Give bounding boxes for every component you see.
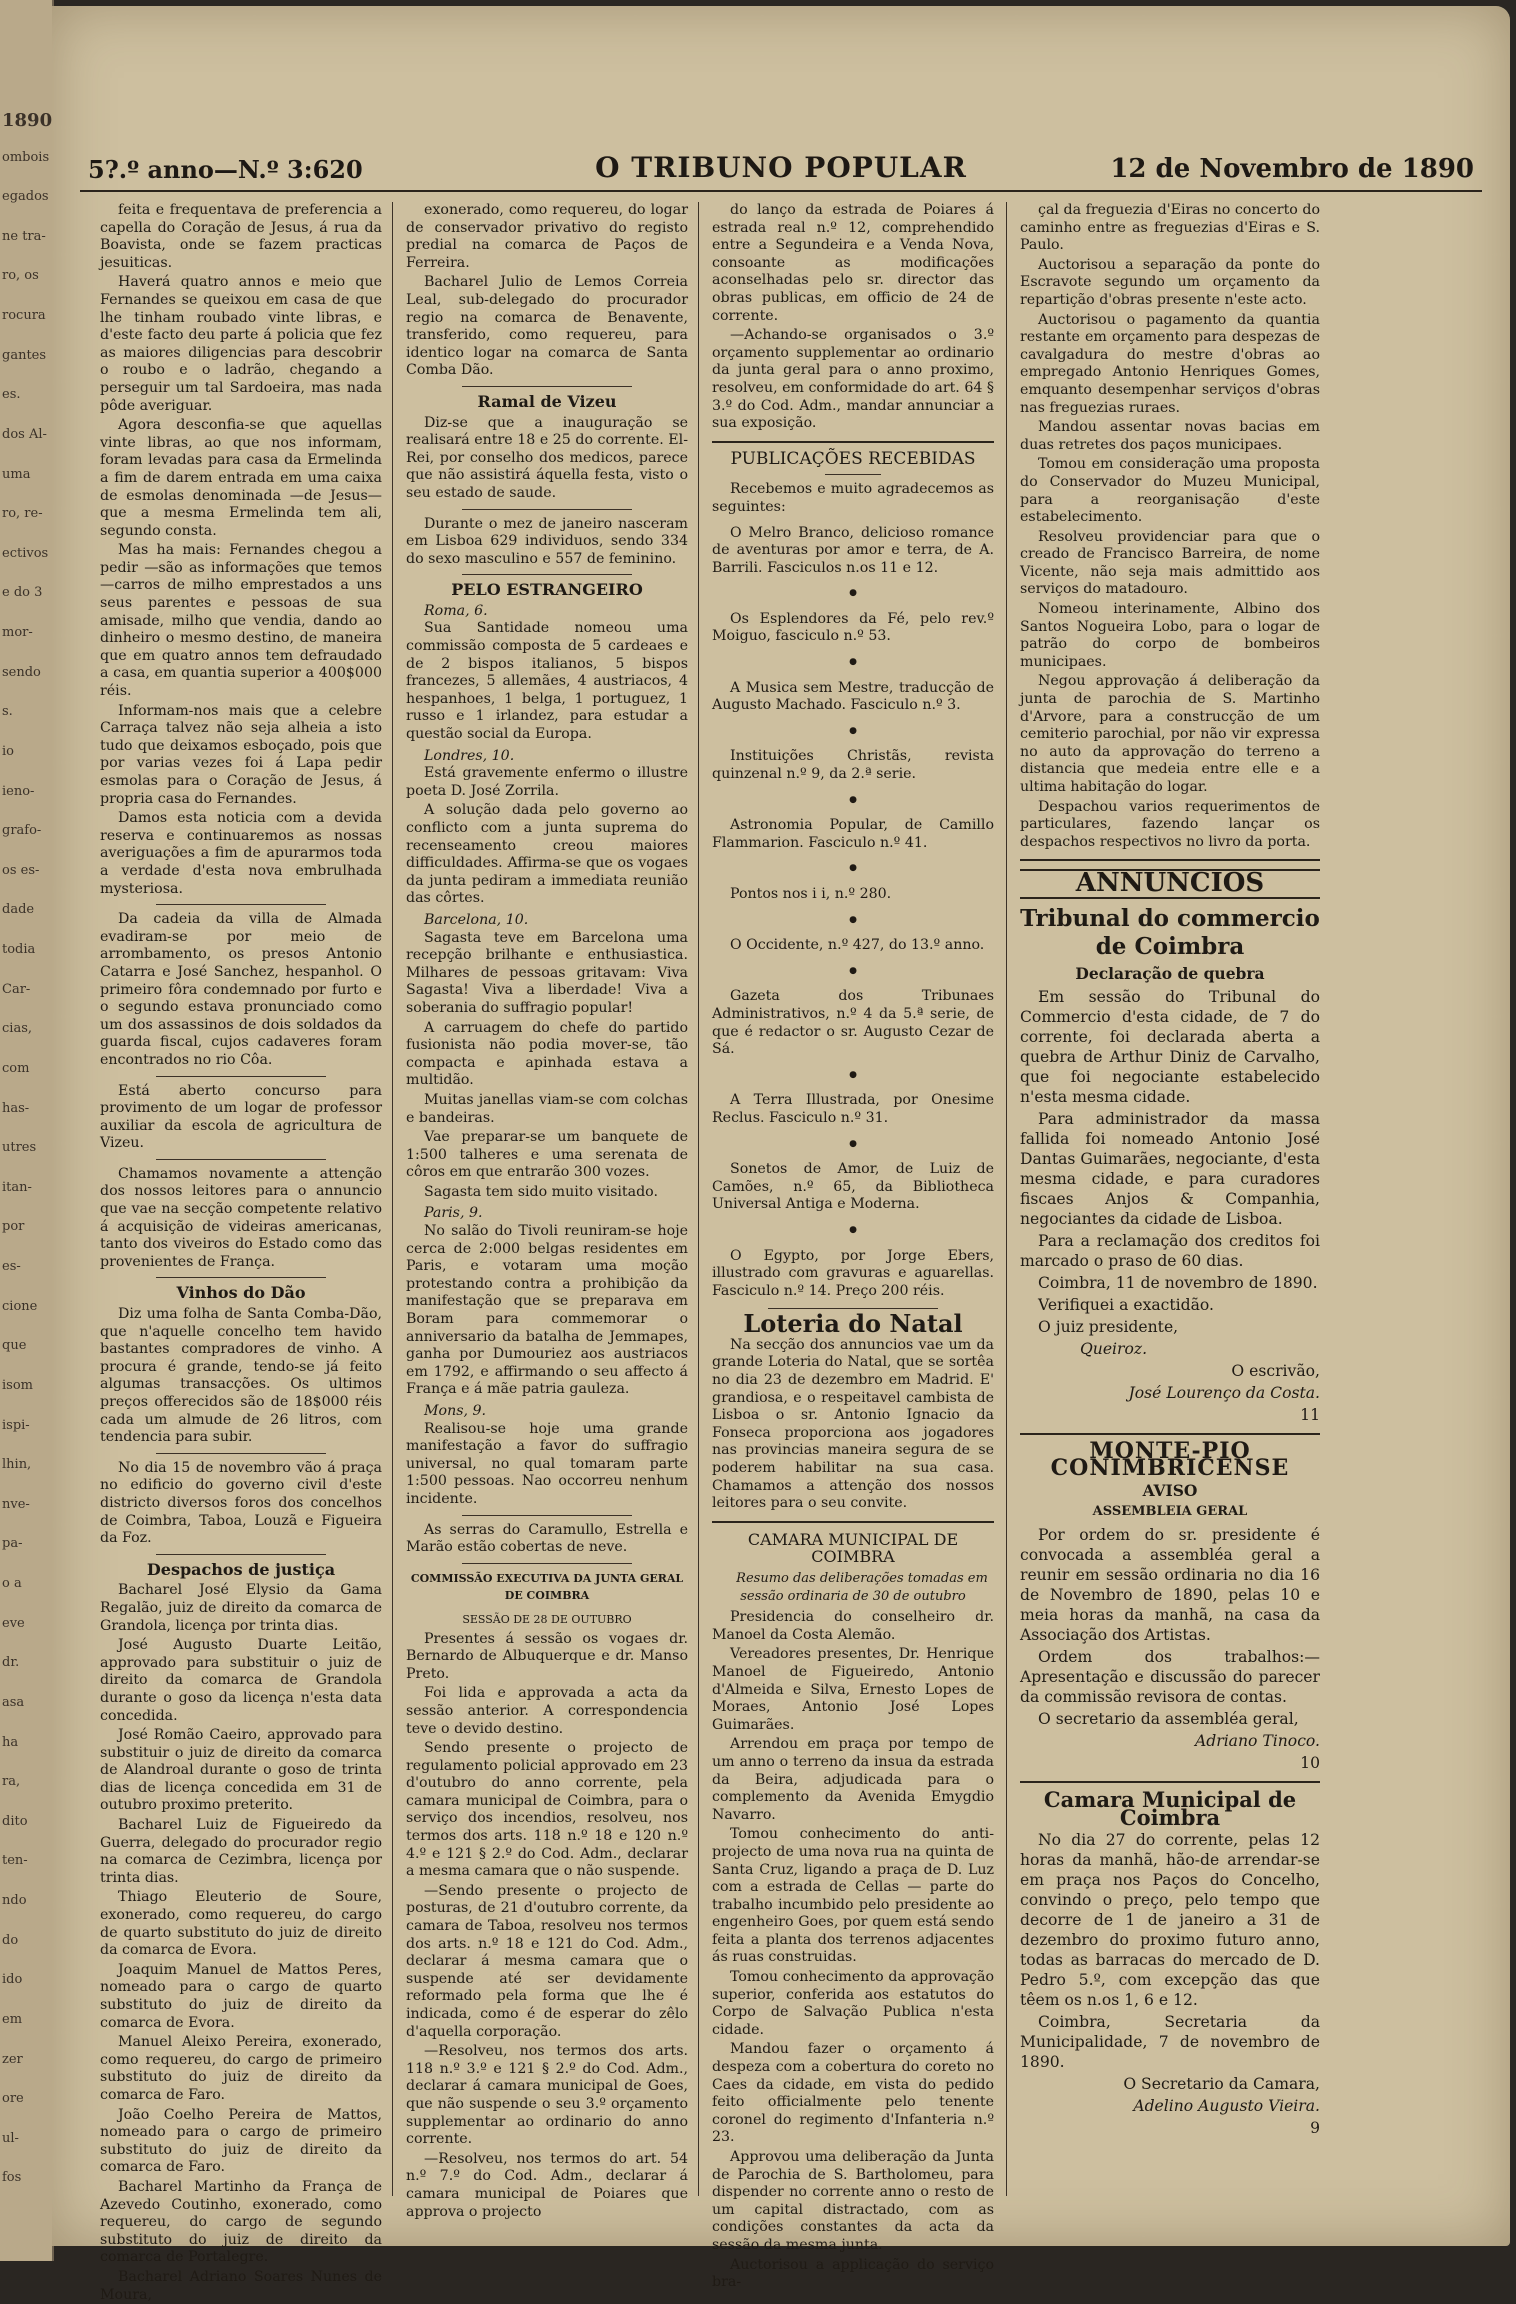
- previous-page-fragment: lhin,: [2, 1457, 32, 1473]
- paragraph: No dia 27 do corrente, pelas 12 horas da manhã, hão-de arrendar-se em praça nos Paços do Concelho, convindo o preço, pelo tempo que decorre de 1 de janeiro a 31 de dezembro do proximo futuro anno, todas as barracas do mercado de D. Pedro 5.º, com excepção das que têem os n.os 1, 6 e 12.: [1020, 1831, 1320, 2010]
- previous-page-fragment: ra,: [2, 1774, 21, 1790]
- paragraph: Arrendou em praça por tempo de um anno o terreno da insua da estrada da Beira, adjudicada para o complemento da Avenida Emygdio Navarro.: [712, 1736, 994, 1823]
- publication-item: Instituições Christãs, revista quinzenal n.º 9, da 2.ª serie.: [712, 748, 994, 783]
- publication-item: O Egypto, por Jorge Ebers, illustrado com gravuras e aguarellas. Fasciculo n.º 14. Preço 200 réis.: [712, 1247, 994, 1299]
- divider: [462, 1563, 631, 1564]
- signature: Adriano Tinoco.: [1195, 1731, 1320, 1750]
- paragraph: Bacharel Adriano Soares Nunes de Moura,: [100, 2268, 382, 2303]
- paragraph: Ordem dos trabalhos:—Apresentação e discussão do parecer da commissão revisora de contas.: [1020, 1647, 1320, 1706]
- paragraph: Bacharel Julio de Lemos Correia Leal, sub-delegado do procurador regio na comarca de Benavente, transferido, como requereu, para identico logar na comarca de Santa Comba Dão.: [406, 274, 688, 379]
- paragraph: Diz-se que a inauguração se realisará entre 18 e 25 do corrente. El-Rei, por conselho dos medicos, parece que não assistirá áquella festa, visto o seu estado de saude.: [406, 414, 688, 501]
- previous-page-fragment: ndo: [2, 1893, 27, 1909]
- previous-page-fragment: que: [2, 1338, 27, 1354]
- paragraph: Tomou em consideração uma proposta do Conservador do Muzeu Municipal, para a reorganisação d'este estabelecimento.: [1020, 456, 1320, 526]
- column-1: [100, 202, 382, 2303]
- previous-page-fragment: mor-: [2, 625, 33, 641]
- paragraph: Informam-nos mais que a celebre Carraça talvez não seja alheia a isto tudo que deixamos esboçado, pois que por varias vezes foi á Lapa pedir esmolas para o Coração de Jesus, á propria casa do Fernandes.: [100, 702, 382, 807]
- paragraph: José Romão Caeiro, approvado para substituir o juiz de direito da comarca de Alandroal durante o goso de trinta dias de licença concedida em 31 de outubro proximo preterito.: [100, 1727, 382, 1814]
- separator-dot: ●: [849, 588, 857, 599]
- previous-page-fragment: asa: [2, 1694, 25, 1710]
- paragraph: Verifiquei a exactidão.: [1038, 1295, 1215, 1314]
- annuncios-heading: ANNUNCIOS: [1075, 868, 1265, 899]
- previous-page-fragment: eve: [2, 1615, 25, 1631]
- previous-page-fragment: ha: [2, 1734, 19, 1750]
- paragraph: Sagasta tem sido muito visitado.: [424, 1183, 658, 1200]
- previous-page-fragment: ul-: [2, 2130, 19, 2146]
- previous-page-fragment: uma: [2, 466, 31, 482]
- paragraph: Bacharel José Elysio da Gama Regalão, juiz de direito da comarca de Grandola, licença por trinta dias.: [100, 1582, 382, 1634]
- previous-page-fragment: dade: [2, 902, 35, 918]
- previous-page-fragment: em: [2, 2011, 23, 2027]
- previous-page-fragment: ne tra-: [2, 228, 46, 244]
- paragraph: José Augusto Duarte Leitão, approvado para substituir o juiz de direito da comarca de Grandola durante o goso da licença n'esta data concedida.: [100, 1637, 382, 1724]
- divider: [156, 1277, 325, 1278]
- ad-number: 10: [1300, 1753, 1320, 1772]
- publication-item: A Musica sem Mestre, traducção de Augusto Machado. Fasciculo n.º 3.: [712, 679, 994, 714]
- divider: [462, 1515, 631, 1516]
- previous-page-fragment: egados: [2, 189, 49, 205]
- ad-aviso: AVISO: [1142, 1480, 1198, 1500]
- divider: [462, 386, 631, 387]
- section-heading-publicacoes: PUBLICAÇÕES RECEBIDAS: [730, 448, 976, 469]
- divider: [462, 509, 631, 510]
- paragraph: Coimbra, 11 de novembro de 1890.: [1038, 1273, 1318, 1292]
- section-heading-loteria: Loteria do Natal: [743, 1309, 963, 1339]
- paragraph: Recebemos e muito agradecemos as seguintes:: [712, 481, 994, 515]
- paragraph: Haverá quatro annos e meio que Fernandes se queixou em casa de que lhe tinham roubado vinte libras, e d'este facto deu parte á policia que fez as maiores diligencias para descobrir o roubo e o ladrão, chegando a perseguir um tal Sardoeira, mas nada pôde averiguar.: [100, 274, 382, 414]
- dateline: Paris, 9.: [424, 1205, 483, 1222]
- previous-page-fragment: cias,: [2, 1021, 32, 1037]
- divider: [712, 441, 994, 443]
- paragraph: O Secretario da Camara,: [1123, 2075, 1320, 2094]
- paragraph: Sagasta teve em Barcelona uma recepção brilhante e enthusiastica. Milhares de pessoas gritavam: Viva Sagasta! Viva a liberdade! Viva a soberania do suffragio popular!: [406, 929, 688, 1016]
- paragraph: Para administrador da massa fallida foi nomeado Antonio José Dantas Guimarães, negociante, d'esta mesma cidade, e para curadores fiscaes Anjos & Companhia, negociantes da cidade de Lisboa.: [1020, 1109, 1321, 1228]
- previous-page-fragment: nve-: [2, 1496, 30, 1512]
- publication-item: O Melro Branco, delicioso romance de aventuras por amor e terra, de A. Barrili. Fasciculos n.os 11 e 12.: [712, 524, 994, 576]
- previous-page-fragment: dos Al-: [2, 426, 47, 442]
- separator-dot: ●: [849, 863, 857, 874]
- previous-page-fragment: Car-: [2, 981, 31, 997]
- paragraph: No salão do Tivoli reuniram-se hoje cerca de 2:000 belgas residentes em Paris, e votaram uma moção protestando contra a prohibição da manifestação que se preparava em Boram para commemorar o anniversario da batalha de Jemmapes, ganha por Dumouriez aos austriacos em 1792, e affirmando o seu affecto á França e á mãe patria gauleza.: [406, 1223, 688, 1398]
- dateline: Barcelona, 10.: [424, 911, 529, 928]
- previous-page-fragment: es.: [2, 387, 21, 403]
- separator-dot: ●: [849, 914, 857, 925]
- previous-page-fragment: ectivos: [2, 545, 49, 561]
- section-heading-camara: CAMARA MUNICIPAL DE COIMBRA: [747, 1529, 959, 1567]
- divider: [156, 1453, 325, 1454]
- paragraph: Auctorisou o pagamento da quantia restante em orçamento para despezas de cavalgadura do mestre d'obras ao empregado Antonio Henriques Gomes, emquanto desempenhar serviços d'obras nas freguezias ruraes.: [1020, 311, 1320, 416]
- column-4: [1020, 202, 1320, 2206]
- divider: [156, 1159, 325, 1160]
- paragraph: Está aberto concurso para provimento de um logar de professor auxiliar da escola de agricultura de Vizeu.: [100, 1082, 382, 1152]
- paragraph: —Resolveu, nos termos do art. 54 n.º 7.º do Cod. Adm., declarar á camara municipal de Poiares que approva o projecto: [406, 2150, 688, 2220]
- separator-dot: ●: [849, 657, 857, 668]
- separator-dot: ●: [849, 1224, 857, 1235]
- dateline: Roma, 6.: [424, 602, 488, 619]
- previous-page-fragment: itan-: [2, 1179, 32, 1195]
- divider: [462, 574, 631, 575]
- section-heading-despachos: Despachos de justiça: [146, 1559, 336, 1579]
- divider: [825, 474, 881, 475]
- ad-heading-camara: Camara Municipal de Coimbra: [1043, 1786, 1297, 1830]
- ad-heading-tribunal: Tribunal do commercio de Coimbra: [1020, 904, 1320, 960]
- paragraph: No dia 15 de novembro vão á praça no edificio do governo civil d'este districto diversos foros dos concelhos de Coimbra, Taboa, Louzã e Figueira da Foz.: [100, 1459, 382, 1547]
- paragraph: Da cadeia da villa de Almada evadiram-se por meio de arrombamento, os presos Antonio Catarra e José Sanchez, hespanhol. O primeiro fôra condemnado por furto e o segundo estava pronunciado como um dos assassinos de dois soldados da guarda fiscal, cujos cadaveres foram encontrados no rio Côa.: [100, 911, 382, 1068]
- signature: Queiroz.: [1080, 1339, 1148, 1358]
- previous-page-fragment: io: [2, 743, 14, 759]
- previous-page-fragment: grafo-: [2, 823, 42, 839]
- previous-page-fragment: s.: [2, 704, 13, 720]
- paragraph: Tomou conhecimento do anti-projecto de uma nova rua na quinta de Santa Cruz, ligando a praça de D. Luz com a estrada de Cellas — parte do trabalho incumbido pelo presidente ao engenheiro Goes, por quem está sendo feita a planta dos terrenos adjacentes ás ruas construidas.: [712, 1826, 994, 1966]
- issue-date: 12 de Novembro de 1890: [1110, 154, 1474, 184]
- paragraph: Chamamos novamente a attenção dos nossos leitores para o annuncio que vae na secção competente relativo á acquisição de videiras americanas, tanto dos viveiros do Estado como das provenientes de França.: [100, 1165, 382, 1270]
- divider: [1020, 1433, 1320, 1435]
- signature: Adelino Augusto Vieira.: [1133, 2097, 1320, 2116]
- previous-page-fragment: ispi-: [2, 1417, 30, 1433]
- ad-heading-montepio: MONTE-PIO CONIMBRICENSE: [1050, 1437, 1290, 1482]
- paragraph: Na secção dos annuncios vae um da grande Loteria do Natal, que se sortêa no dia 23 de dezembro em Madrid. E' grandiosa, e o respeitavel cambista de Lisboa o sr. Antonio Ignacio da Fonseca proporciona aos jogadores nas provincias maneira segura de se poderem habilitar na sua casa. Chamamos a attenção dos nossos leitores para o seu convite.: [712, 1336, 994, 1512]
- previous-page-fragment: ro, os: [2, 268, 39, 284]
- paragraph: Joaquim Manuel de Mattos Peres, nomeado para o cargo de quarto substituto do juiz de direito da comarca de Evora.: [100, 1961, 382, 2031]
- section-heading-vinhos: Vinhos do Dão: [176, 1283, 306, 1303]
- paragraph: Negou approvação á deliberação da junta de parochia de S. Martinho d'Arvore, para a construcção de um cemiterio parochial, por não vir expressa no auto da approvação do terreno a distancia que medeia entre elle e a ultima habitação do logar.: [1020, 673, 1320, 795]
- section-heading-commissao: COMMISSÃO EXECUTIVA DA JUNTA GERAL DE COIMBRA: [410, 1571, 684, 1603]
- paragraph: Sendo presente o projecto de regulamento policial approvado em 23 d'outubro do anno corrente, pela camara municipal de Coimbra, para o serviço dos incendios, resolveu, nos termos dos arts. 118 n.º 18 e 120 n.º 4.º e 121 § 2.º do Cod. Adm., declarar a mesma camara que o não suspende.: [406, 1740, 688, 1880]
- divider: [156, 1076, 325, 1077]
- ad-number: 9: [1310, 2119, 1320, 2138]
- previous-page-fragment: dr.: [2, 1655, 20, 1671]
- paragraph: Tomou conhecimento da approvação superior, conferida aos estatutos do Corpo de Salvação Publica n'esta cidade.: [712, 1969, 994, 2038]
- previous-page-fragment: e do 3: [2, 585, 43, 601]
- previous-page-fragment: com: [2, 1060, 30, 1076]
- paragraph: Agora desconfia-se que aquellas vinte libras, ao que nos informam, foram levadas para casa da Ermelinda a fim de darem entrada em uma caixa de esmolas denominada —de Jesus—que a mesma Ermelinda tem ali, segundo consta.: [100, 417, 382, 539]
- column-3: [712, 202, 994, 2291]
- paragraph: Resolveu providenciar para que o creado de Francisco Barreira, de nome Vicente, não seja mais admittido aos serviços do matadouro.: [1020, 528, 1320, 598]
- newspaper-page: [52, 6, 1510, 2303]
- paragraph: Bacharel Luiz de Figueiredo da Guerra, delegado do procurador regio na comarca de Cezimbra, licença por trinta dias.: [100, 1817, 382, 1886]
- paragraph: Mandou fazer o orçamento á despeza com a cobertura do coreto no Caes da cidade, em vista do pedido feito officialmente pelo tenente coronel do regimento d'Infanteria n.º 23.: [712, 2041, 994, 2146]
- paragraph: A carruagem do chefe do partido fusionista não podia mover-se, tão compacta e apinhada estava a multidão.: [406, 1019, 688, 1089]
- paragraph: Realisou-se hoje uma grande manifestação a favor do suffragio universal, no qual tomaram parte 1:500 pessoas. Nao occorreu nenhum incidente.: [406, 1420, 688, 1507]
- paragraph: Para a reclamação dos creditos foi marcado o praso de 60 dias.: [1020, 1231, 1320, 1270]
- paragraph: —Sendo presente o projecto de posturas, de 21 d'outubro corrente, da camara de Taboa, resolveu nos termos dos arts. n.º 18 e 121 do Cod. Adm., declarar á mesma camara que o suspende até ser devidamente reformado pela forma que lhe é indicada, como é de esperar do zêlo d'aquella corporação.: [406, 1882, 688, 2040]
- paragraph: Está gravemente enfermo o illustre poeta D. José Zorrila.: [406, 765, 688, 799]
- section-heading-ramal: Ramal de Vizeu: [477, 391, 617, 411]
- separator-dot: ●: [849, 1069, 857, 1080]
- paragraph: O escrivão,: [1231, 1361, 1320, 1380]
- publication-item: Gazeta dos Tribunaes Administrativos, n.º 4 da 5.ª serie, de que é redactor o sr. Augusto Cezar de Sá.: [712, 988, 994, 1058]
- separator-dot: ●: [849, 1138, 857, 1149]
- paragraph: Por ordem do sr. presidente é convocada a assembléa geral a reunir em sessão ordinaria no dia 16 de Novembro de 1890, pelas 10 e meia horas da manhã, na casa da Associação dos Artistas.: [1020, 1525, 1320, 1644]
- paragraph: Auctorisou a separação da ponte do Escravote segundo um orçamento da repartição d'obras presente n'este acto.: [1020, 256, 1320, 308]
- paragraph: Approvou uma deliberação da Junta de Parochia de S. Bartholomeu, para dispender no corrente anno o resto de um capital distractado, com as condições constantes da acta da sessão da mesma junta.: [712, 2149, 994, 2253]
- paragraph: Vereadores presentes, Dr. Henrique Manoel de Figueiredo, Antonio d'Almeida e Silva, Ernesto Lopes de Moraes, Antonio José Lopes Guimarães.: [712, 1646, 994, 1733]
- previous-page-edge: [0, 0, 54, 2261]
- dateline: Mons, 9.: [424, 1403, 487, 1419]
- previous-page-fragment: pa-: [2, 1536, 23, 1552]
- previous-page-fragment: has-: [2, 1100, 30, 1116]
- previous-page-fragment: isom: [2, 1377, 33, 1393]
- paragraph: Foi lida e approvada a acta da sessão anterior. A correspondencia teve o devido destino.: [406, 1685, 688, 1737]
- paragraph: Presidencia do conselheiro dr. Manoel da Costa Alemão.: [712, 1609, 994, 1643]
- previous-page-fragment: utres: [2, 1140, 37, 1156]
- previous-page-fragment: o a: [2, 1576, 22, 1592]
- paragraph: Auctorisou a applicação do serviço bra-: [712, 2256, 994, 2291]
- previous-page-fragment: sendo: [2, 664, 41, 680]
- previous-page-fragment: zer: [2, 2051, 23, 2067]
- paragraph: Mandou assentar novas bacias em duas retretes dos paços municipaes.: [1020, 419, 1320, 453]
- previous-page-fragment: os es-: [2, 862, 40, 878]
- publication-item: Sonetos de Amor, de Luiz de Camões, n.º 65, da Bibliotheca Universal Antiga e Moderna.: [712, 1161, 994, 1213]
- separator-dot: ●: [849, 794, 857, 805]
- paragraph: Bacharel Martinho da França de Azevedo Coutinho, exonerado, como requereu, do cargo de segundo substituto do juiz de direito da comarca de Portalegre.: [100, 2178, 382, 2266]
- previous-page-fragment: todia: [2, 942, 36, 958]
- newspaper-title: O TRIBUNO POPULAR: [595, 151, 967, 184]
- previous-page-fragment: 1890: [2, 110, 53, 131]
- paragraph: exonerado, como requereu, do logar de conservador privativo do registo predial na comarca de Paços de Ferreira.: [406, 202, 688, 271]
- paragraph: Vae preparar-se um banquete de 1:500 talheres e uma serenata de côros em que entrarão 300 vozes.: [406, 1129, 688, 1181]
- paragraph: do lanço da estrada de Poiares á estrada real n.º 12, comprehendido entre a Segundeira e a Venda Nova, consoante as modificações aconselhadas pelo sr. director das obras publicas, em officio de 24 de corrente.: [712, 202, 994, 324]
- paragraph: Thiago Eleuterio de Soure, exonerado, como requereu, do cargo de quarto substituto do juiz de direito da comarca de Evora.: [100, 1889, 382, 1959]
- paragraph: Durante o mez de janeiro nasceram em Lisboa 629 individuos, sendo 334 do sexo masculino e 557 de feminino.: [406, 515, 688, 567]
- subheading: Resumo das deliberações tomadas em sessão ordinaria de 30 de outubro: [736, 1571, 988, 1604]
- paragraph: Nomeou interinamente, Albino dos Santos Nogueira Lobo, para o logar de patrão do corpo de bombeiros municipaes.: [1020, 601, 1320, 670]
- paragraph: Muitas janellas viam-se com colchas e bandeiras.: [406, 1091, 688, 1126]
- paragraph: çal da freguezia d'Eiras no concerto do caminho entre as freguezias d'Eiras e S. Paulo.: [1020, 202, 1320, 254]
- publication-item: A Terra Illustrada, por Onesime Reclus. Fasciculo n.º 31.: [712, 1092, 994, 1126]
- divider: [156, 904, 325, 905]
- previous-page-fragment: ombois: [2, 149, 50, 165]
- ad-subheading-quebra: Declaração de quebra: [1075, 963, 1265, 983]
- paragraph: Damos esta noticia com a devida reserva e continuaremos as nossas averiguações a fim de apurarmos toda a verdade d'esta nova embrulhada mysteriosa.: [100, 810, 382, 897]
- previous-page-fragment: rocura: [2, 308, 46, 324]
- previous-page-fragment: es-: [2, 1259, 21, 1275]
- paragraph: Despachou varios requerimentos de particulares, fazendo lançar os despachos respectivos no livro da porta.: [1020, 798, 1320, 850]
- separator-dot: ●: [849, 725, 857, 736]
- issue-number: 5?.º anno—N.º 3:620: [88, 155, 363, 184]
- publication-item: Astronomia Popular, de Camillo Flammarion. Fasciculo n.º 41.: [712, 817, 994, 851]
- previous-page-fragment: cione: [2, 1298, 38, 1314]
- previous-page-fragment: ieno-: [2, 783, 35, 799]
- paragraph: A solução dada pelo governo ao conflicto com a junta suprema do recenseamento creou maiores difficuldades. Affirma-se que os vogaes da junta pediram a immediata reunião das côrtes.: [406, 802, 688, 907]
- paragraph: Sua Santidade nomeou uma commissão composta de 5 cardeaes e de 2 bispos italianos, 5 bispos francezes, 5 allemães, 4 austriacos, 4 hespanhoes, 1 belga, 1 portuguez, 1 russo e 1 irlandez, para estudar a questão social da Europa.: [406, 620, 688, 743]
- publication-item: O Occidente, n.º 427, do 13.º anno.: [730, 937, 985, 954]
- separator-dot: ●: [849, 965, 857, 976]
- publication-item: Os Esplendores da Fé, pelo rev.º Moiguo, fasciculo n.º 53.: [712, 610, 994, 645]
- previous-page-fragment: ten-: [2, 1853, 28, 1869]
- previous-page-fragment: gantes: [2, 347, 47, 363]
- divider: [712, 1521, 994, 1523]
- masthead: [80, 146, 1482, 192]
- publication-item: Pontos nos i i, n.º 280.: [730, 886, 892, 902]
- previous-page-fragment: por: [2, 1219, 25, 1235]
- column-2: [406, 202, 688, 2220]
- paragraph: Em sessão do Tribunal do Commercio d'esta cidade, de 7 do corrente, foi declarada aberta a quebra de Arthur Diniz de Carvalho, que foi negociante estabelecido n'esta mesma cidade.: [1020, 987, 1320, 1106]
- previous-page-fragment: ore: [2, 2091, 24, 2107]
- divider: [1020, 859, 1320, 861]
- paragraph: Coimbra, Secretaria da Municipalidade, 7 de novembro de 1890.: [1020, 2013, 1320, 2072]
- paragraph: —Achando-se organisados o 3.º orçamento supplementar ao ordinario da junta geral para o anno proximo, resolveu, em conformidade do art. 64 § 3.º do Cod. Adm., mandar annunciar a sua exposição.: [712, 327, 994, 432]
- ad-assembleia: ASSEMBLEIA GERAL: [1092, 1504, 1248, 1520]
- paragraph: —Resolveu, nos termos dos arts. 118 n.º 3.º e 121 § 2.º do Cod. Adm., declarar á camara municipal de Goes, que não suspende o seu 3.º orçamento supplementar ao ordinario do anno corrente.: [406, 2043, 688, 2148]
- previous-page-fragment: do: [2, 1932, 19, 1948]
- signature: José Lourenço da Costa.: [1128, 1383, 1320, 1402]
- divider: [1020, 1781, 1320, 1783]
- divider: [156, 1554, 325, 1555]
- paragraph: Mas ha mais: Fernandes chegou a pedir —são as informações que temos—carros de milho emprestados a uns seus parentes e pessoas de sua amisade, milho que vendia, dando ao dinheiro o mesmo destino, de maneira que em quatro annos tem defraudado a casa, em quantia superior a 400$000 réis.: [100, 542, 382, 700]
- paragraph: Diz uma folha de Santa Comba-Dão, que n'aquelle concelho tem havido bastantes compradores de vinho. A procura é grande, tendo-se já feito algumas transacções. Os ultimos preços offerecidos são de 18$000 réis cada um almude de 26 litros, com tendencia para subir.: [100, 1306, 382, 1446]
- paragraph: Manuel Aleixo Pereira, exonerado, como requereu, do cargo de primeiro substituto do juiz de direito da comarca de Faro.: [100, 2034, 382, 2103]
- previous-page-fragment: fos: [2, 2170, 22, 2186]
- ad-number: 11: [1300, 1405, 1320, 1424]
- paragraph: O juiz presidente,: [1038, 1317, 1179, 1336]
- paragraph: Presentes á sessão os vogaes dr. Bernardo de Albuquerque e dr. Manso Preto.: [406, 1630, 688, 1682]
- dateline: Londres, 10.: [424, 747, 515, 764]
- session-heading: SESSÃO DE 28 DE OUTUBRO: [462, 1612, 632, 1626]
- paragraph: As serras do Caramullo, Estrella e Marão estão cobertas de neve.: [406, 1521, 688, 1556]
- paragraph: feita e frequentava de preferencia a capella do Coração de Jesus, á rua da Boavista, onde se fazem practicas jesuiticas.: [100, 202, 382, 271]
- paragraph: João Coelho Pereira de Mattos, nomeado para o cargo de primeiro substituto do juiz de direito da comarca de Faro.: [100, 2106, 382, 2176]
- section-heading-estrangeiro: PELO ESTRANGEIRO: [451, 580, 643, 600]
- previous-page-fragment: ido: [2, 1972, 23, 1988]
- previous-page-fragment: dito: [2, 1813, 28, 1829]
- previous-page-fragment: ro, re-: [2, 506, 43, 522]
- paragraph: O secretario da assembléa geral,: [1038, 1709, 1299, 1728]
